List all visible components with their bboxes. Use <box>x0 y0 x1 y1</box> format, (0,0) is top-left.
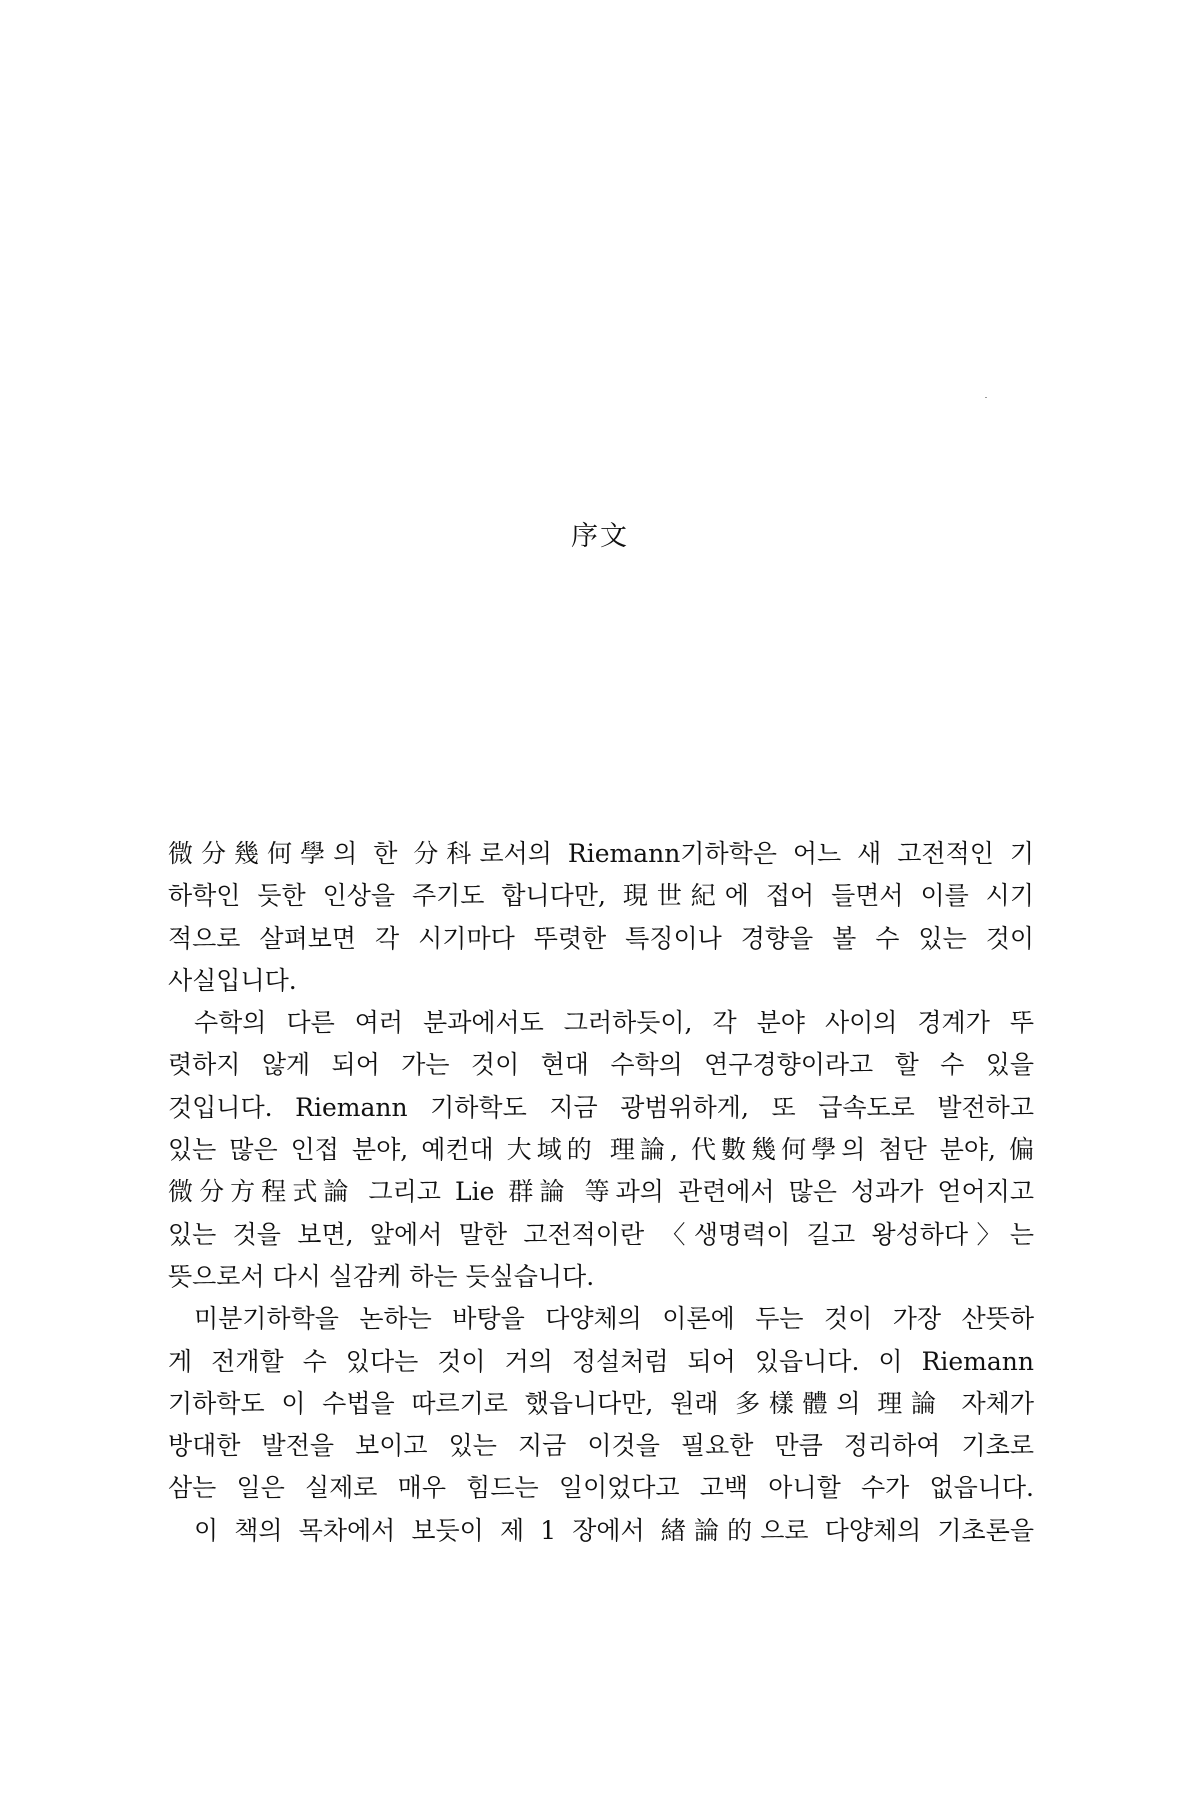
text-line: 게 전개할 수 있다는 것이 거의 정설처럼 되어 있읍니다. 이 Riemann <box>168 1346 1034 1376</box>
text-line: 있는 것을 보면, 앞에서 말한 고전적이란 〈생명력이 길고 왕성하다〉는 <box>168 1219 1034 1249</box>
text-line: 방대한 발전을 보이고 있는 지금 이것을 필요한 만큼 정리하여 기초로 <box>168 1431 1034 1461</box>
scan-speck <box>985 397 987 398</box>
text-line: 微分幾何學의 한 分科로서의 Riemann기하학은 어느 새 고전적인 기 <box>168 839 1034 868</box>
text-line: 이 책의 목차에서 보듯이 제 1 장에서 緖論的으로 다양체의 기초론을 <box>194 1515 1034 1545</box>
text-line: 있는 많은 인접 분야, 예컨대 大域的 理論, 代數幾何學의 첨단 분야, 偏 <box>168 1135 1034 1165</box>
text-line: 것입니다. Riemann 기하학도 지금 광범위하게, 또 급속도로 발전하고 <box>168 1092 1034 1122</box>
text-line: 렷하지 않게 되어 가는 것이 현대 수학의 연구경향이라고 할 수 있을 <box>168 1050 1034 1080</box>
text-line: 미분기하학을 논하는 바탕을 다양체의 이론에 두는 것이 가장 산뜻하 <box>194 1304 1034 1334</box>
text-line: 사실입니다. <box>168 965 297 995</box>
text-line: 微分方程式論 그리고 Lie 群論 等과의 관련에서 많은 성과가 얻어지고 <box>168 1177 1034 1207</box>
text-line: 수학의 다른 여러 분과에서도 그러하듯이, 각 분야 사이의 경계가 뚜 <box>194 1008 1034 1038</box>
text-line: 적으로 살펴보면 각 시기마다 뚜렷한 특징이나 경향을 볼 수 있는 것이 <box>168 923 1034 953</box>
page-title: 序文 <box>571 521 629 552</box>
text-line: 하학인 듯한 인상을 주기도 합니다만, 現世紀에 접어 들면서 이를 시기 <box>168 881 1034 911</box>
text-line: 삼는 일은 실제로 매우 힘드는 일이었다고 고백 아니할 수가 없읍니다. <box>168 1473 1034 1503</box>
text-line: 기하학도 이 수법을 따르기로 했읍니다만, 원래 多樣體의 理論 자체가 <box>168 1388 1034 1418</box>
preface-body <box>168 833 1034 1552</box>
text-line: 뜻으로서 다시 실감케 하는 듯싶습니다. <box>168 1261 595 1291</box>
